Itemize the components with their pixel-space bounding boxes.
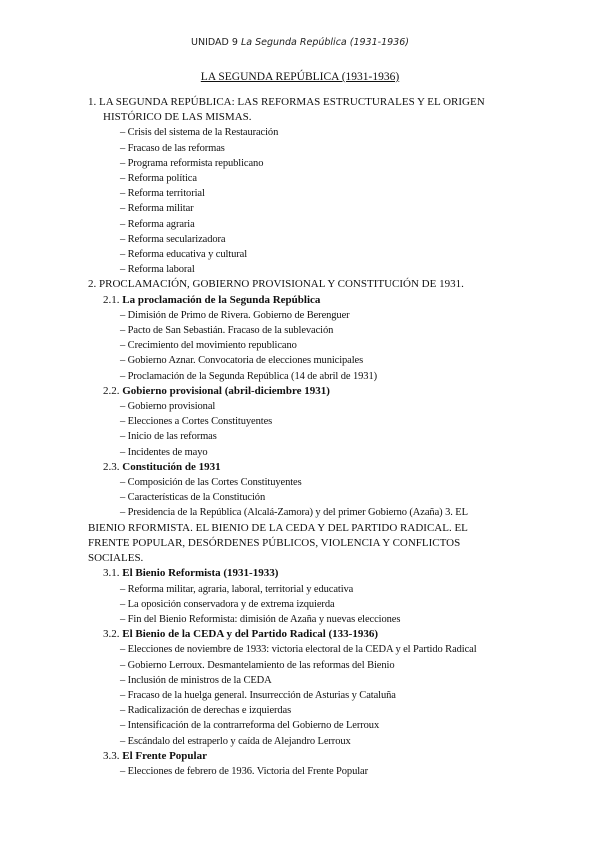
page-header [0,37,600,48]
list-item: – Reforma militar, agraria, laboral, territorial y educativa [120,583,354,595]
list-item: – Radicalización de derechas e izquierdas [120,705,292,717]
list-item: – Gobierno Lerroux. Desmantelamiento de las reformas del Bienio [120,659,395,671]
list-item: – Intensificación de la contrarreforma del Gobierno de Lerroux [120,720,380,732]
list-item: – Crecimiento del movimiento republicano [120,340,297,352]
list-item: – Composición de las Cortes Constituyentes [120,477,302,489]
list-item [120,505,600,520]
list-item: – Dimisión de Primo de Rivera. Gobierno de Berenguer [120,309,350,321]
list-item: – Reforma laboral [120,264,195,276]
section-2-heading: 2. PROCLAMACIÓN, GOBIERNO PROVISIONAL Y CONSTITUCIÓN DE 1931. [88,278,464,291]
list-item: – Reforma educativa y cultural [120,249,248,261]
section-3-heading-line: SOCIALES. [88,552,144,565]
subsection-3-1-heading: 3.1. El Bienio Reformista (1931-1933) [103,567,279,580]
list-item: – Inicio de las reformas [120,431,217,443]
list-item: – Incidentes de mayo [120,446,208,458]
list-item: – Escándalo del estraperlo y caída de Alejandro Lerroux [120,735,351,747]
list-item: – Reforma secularizadora [120,233,226,245]
header-unit: UNIDAD 9 [191,37,238,48]
subsection-2-1-heading: 2.1. La proclamación de la Segunda República [103,293,321,306]
list-item: – Gobierno provisional [120,401,216,413]
list-item: – Elecciones de noviembre de 1933: victoria electoral de la CEDA y el Partido Radical [120,644,477,656]
section-3-heading-line: FRENTE POPULAR, DESÓRDENES PÚBLICOS, VIOLENCIA Y CONFLICTOS [88,536,461,549]
section-1-heading: 1. LA SEGUNDA REPÚBLICA: LAS REFORMAS ESTRUCTURALES Y EL ORIGEN HISTÓRICO DE LAS MISMAS. [88,96,485,124]
list-item: – Inclusión de ministros de la CEDA [120,674,272,686]
subsection-2-2-heading: 2.2. Gobierno provisional (abril-diciembre 1931) [103,384,330,397]
list-item: – La oposición conservadora y de extrema izquierda [120,598,335,610]
list-item: – Crisis del sistema de la Restauración [120,127,279,139]
document-title: LA SEGUNDA REPÚBLICA (1931-1936) [200,71,400,83]
list-item: – Reforma agraria [120,218,195,230]
section-3-heading-start: 3. EL [445,507,468,519]
subsection-3-3-heading: 3.3. El Frente Popular [103,749,207,762]
list-item-text: – Presidencia de la República (Alcalá-Zamora) y del primer Gobierno (Azaña) [120,507,443,519]
list-item: – Reforma militar [120,203,194,215]
document-body [0,95,600,779]
list-item: – Proclamación de la Segunda República (14 de abril de 1931) [120,370,378,382]
section-3-heading-line: BIENIO RFORMISTA. EL BIENIO DE LA CEDA Y DEL PARTIDO RADICAL. EL [88,521,468,534]
list-item: – Fracaso de la huelga general. Insurrección de Asturias y Cataluña [120,689,396,701]
header-unit-title: La Segunda República (1931-1936) [240,37,409,48]
list-item: – Gobierno Aznar. Convocatoria de elecciones municipales [120,355,364,367]
list-item: – Pacto de San Sebastián. Fracaso de la sublevación [120,325,334,337]
list-item: – Fracaso de las reformas [120,142,225,154]
list-item: – Características de la Constitución [120,492,266,504]
list-item: – Programa reformista republicano [120,157,264,169]
list-item: – Reforma política [120,173,197,185]
subsection-3-2-heading: 3.2. El Bienio de la CEDA y del Partido Radical (133-1936) [103,628,378,641]
list-item: – Reforma territorial [120,188,205,200]
subsection-2-3-heading: 2.3. Constitución de 1931 [103,460,221,473]
list-item: – Elecciones de febrero de 1936. Victoria del Frente Popular [120,765,369,777]
list-item: – Fin del Bienio Reformista: dimisión de Azaña y nuevas elecciones [120,613,401,625]
list-item: – Elecciones a Cortes Constituyentes [120,416,273,428]
